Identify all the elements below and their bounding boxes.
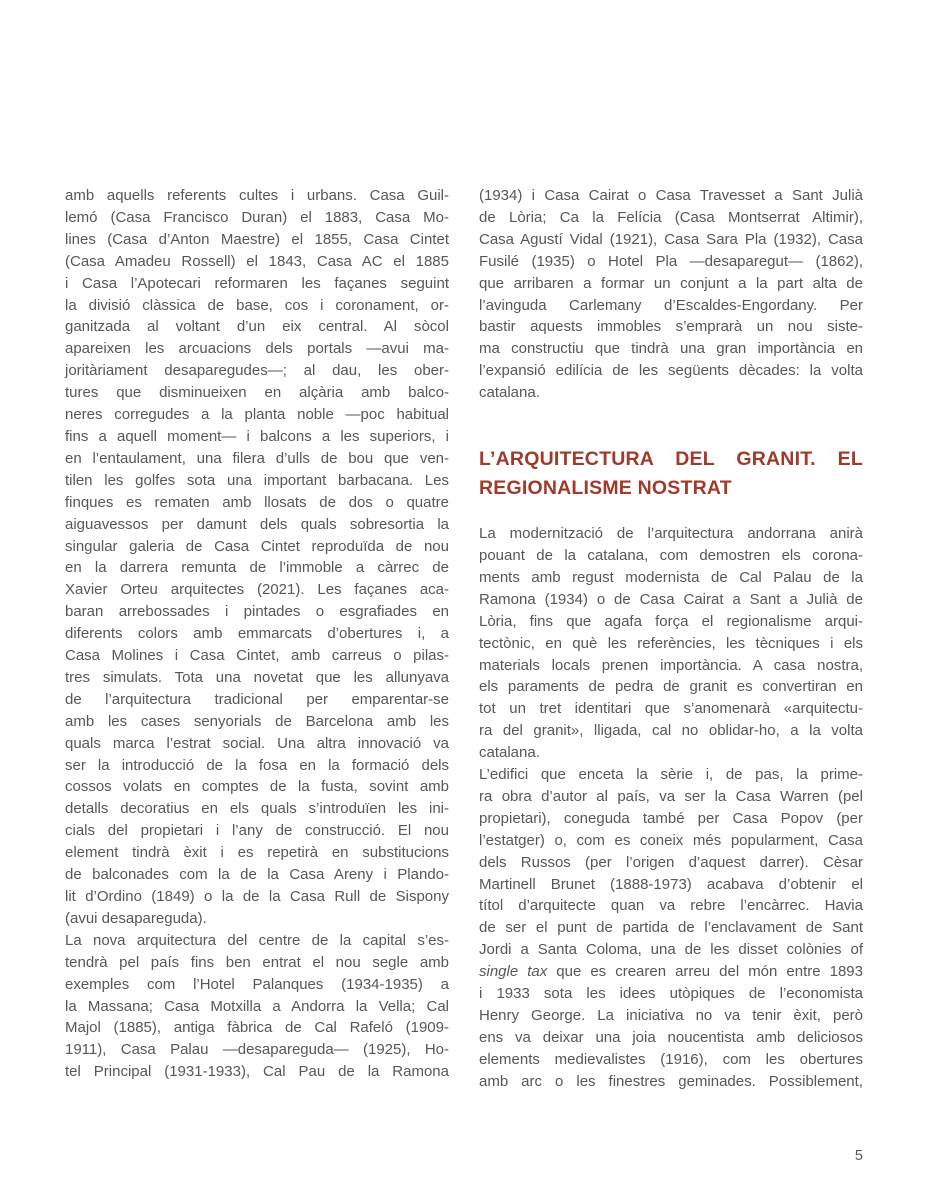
text-line: catalana. — [479, 744, 540, 762]
text-line: baran arrebossades i pintades o esgrafiades en — [65, 603, 449, 621]
text-line: amb arc o les finestres geminades. Possiblement, — [479, 1072, 863, 1090]
text-line: l’estatger) o, com es coneix més popularment, Casa — [479, 831, 863, 849]
text-line: Lòria, fins que agafa força el regionalisme arqui- — [479, 612, 863, 630]
text-line: single tax que es crearen arreu del món entre 1893 — [479, 963, 863, 981]
text-line: ma constructiu que tindrà una gran importància en — [479, 340, 863, 358]
page-number: 5 — [854, 1148, 863, 1164]
text-line: (1934) i Casa Cairat o Casa Travesset a Sant Julià — [479, 187, 863, 204]
text-line: de balconades com la de la Casa Areny i Plando- — [65, 866, 449, 884]
text-line: amb aquells referents cultes i urbans. Casa Guil- — [65, 187, 449, 204]
paragraph — [479, 185, 863, 404]
text-line: i 1933 sota les idees utòpiques de l’economista — [479, 985, 863, 1003]
text-line: aiguavessos per damunt dels quals sobresortia la — [65, 515, 449, 533]
text-line: Casa Agustí Vidal (1921), Casa Sara Pla (1932), Casa — [479, 230, 863, 248]
text-line: tilen les golfes sota una important barbacana. Les — [65, 471, 449, 489]
text-line: (Casa Amadeu Rossell) el 1843, Casa AC el 1885 — [65, 252, 449, 270]
text-line: apareixen les arcuacions dels portals —avui ma- — [65, 340, 449, 358]
text-line: Martinell Brunet (1888-1973) acabava d’obtenir el — [479, 875, 863, 893]
text-line: lines (Casa d’Anton Maestre) el 1855, Casa Cintet — [65, 230, 449, 248]
text-line: pouant de la catalana, com demostren els corona- — [479, 546, 863, 564]
heading-line: REGIONALISME NOSTRAT — [479, 477, 732, 500]
text-line: dels Russos (per l’origen d’aquest darrer). Cèsar — [479, 853, 863, 871]
text-line: tres simulats. Tota una novetat que les allunyava — [65, 668, 449, 686]
text-line: en l’entaulament, una filera d’ulls de bou que ven- — [65, 449, 449, 467]
text-line: tot un tret identitari que s’anomenarà «arquitectu- — [479, 700, 863, 718]
text-line: lemó (Casa Francisco Duran) el 1883, Casa Mo- — [65, 208, 449, 226]
text-line: Casa Molines i Casa Cintet, amb carreus o pilas- — [65, 647, 449, 665]
text-line: 1911), Casa Palau —desapareguda— (1925), Ho- — [65, 1041, 449, 1059]
text-line: la divisió clàssica de base, cos i coronament, or- — [65, 296, 449, 314]
text-line: l’avinguda Carlemany d’Escaldes-Engordany. Per — [479, 296, 863, 314]
text-line: ra del granit», lligada, cal no oblidar-ho, a la volta — [479, 722, 863, 740]
text-line: de l’arquitectura tradicional per emparentar-se — [65, 690, 449, 708]
text-line: tendrà pel país fins ben entrat el nou segle amb — [65, 953, 449, 971]
text-line: els paraments de pedra de granit es convertiran en — [479, 678, 863, 696]
text-line: bastir aquests immobles s’emprarà un nou siste- — [479, 318, 863, 336]
text-line: singular galeria de Casa Cintet reproduïda de nou — [65, 537, 449, 555]
paragraph — [479, 764, 863, 1093]
text-line: Xavier Orteu arquitectes (2021). Les façanes aca- — [65, 581, 449, 599]
text-line: ra obra d’autor al país, va ser la Casa Warren (pel — [479, 787, 863, 805]
text-line: lit d’Ordino (1849) o la de la Casa Rull de Sispony — [65, 888, 449, 905]
text-line: element tindrà èxit i es repetirà en substitucions — [65, 844, 449, 862]
text-line: neres corregudes a la planta noble —poc habitual — [65, 406, 449, 424]
text-line: finques es rematen amb llosats de dos o quatre — [65, 493, 449, 511]
text-line: Majol (1885), antiga fàbrica de Cal Rafeló (1909- — [65, 1019, 449, 1037]
text-line: cials del propietari i l’any de construcció. El nou — [65, 822, 449, 840]
left-column — [65, 185, 449, 1083]
text-line: títol d’arquitecte quan va rebre l’encàrrec. Havia — [479, 897, 863, 915]
text-line: materials locals prenen importància. A casa nostra, — [479, 656, 863, 674]
text-line: L’edifici que enceta la sèrie i, de pas, la prime- — [479, 766, 863, 784]
text-line: Ramona (1934) o de Casa Cairat a Sant a Julià de — [479, 590, 863, 608]
text-line: La modernització de l’arquitectura andorrana anirà — [479, 525, 863, 543]
right-column — [479, 185, 863, 1093]
text-line: propietari), coneguda també per Casa Popov (per — [479, 809, 863, 827]
text-line: elements medievalistes (1916), com les obertures — [479, 1050, 863, 1068]
heading-line: L’ARQUITECTURA DEL GRANIT. EL — [479, 448, 863, 471]
text-line: diferents colors amb emmarcats d’obertures i, a — [65, 625, 449, 643]
paragraph — [65, 185, 449, 930]
section-heading — [479, 445, 863, 503]
text-line: que arribaren a formar un conjunt a la part alta de — [479, 274, 863, 292]
text-line: Fusilé (1935) o Hotel Pla —desaparegut— (1862), — [479, 252, 863, 270]
text-line: ens va deixar una joia noucentista amb deliciosos — [479, 1028, 863, 1046]
text-line: exemples com l’Hotel Palanques (1934-1935) a — [65, 975, 449, 993]
text-line: Henry George. La iniciativa no va tenir èxit, però — [479, 1007, 863, 1024]
text-line: detalls decoratius en els quals s’introduïen les ini- — [65, 800, 449, 818]
text-line: ments amb regust modernista de Cal Palau de la — [479, 568, 863, 586]
text-line: de ser el punt de partida de l’enclavament de Sant — [479, 919, 863, 937]
text-line: tectònic, en què les referències, les tècniques i els — [479, 634, 863, 652]
text-line: La nova arquitectura del centre de la capital s’es- — [65, 931, 449, 949]
text-line: amb les cases senyorials de Barcelona amb les — [65, 712, 449, 730]
text-line: de Lòria; Ca la Felícia (Casa Montserrat Altimir), — [479, 208, 863, 226]
text-line: (avui desapareguda). — [65, 909, 207, 927]
text-line: quals marca l’estrat social. Una altra innovació va — [65, 734, 449, 752]
text-line: joritàriament desaparegudes—; al dau, les ober- — [65, 362, 449, 380]
text-line: ser la introducció de la fosa en la formació dels — [65, 756, 449, 774]
text-line: i Casa l’Apotecari reformaren les façanes seguint — [65, 274, 449, 292]
text-line: cossos volats en comptes de la fusta, sovint amb — [65, 778, 449, 796]
text-line: l’expansió edilícia de les següents dècades: la volta — [479, 362, 863, 380]
text-line: Jordi a Santa Coloma, una de les disset colònies of — [479, 941, 863, 959]
text-line: en la darrera remunta de l’immoble a càrrec de — [65, 559, 449, 577]
text-line: fins a aquell moment— i balcons a les superiors, i — [65, 427, 449, 445]
text-line: tel Principal (1931-1933), Cal Pau de la Ramona — [65, 1063, 449, 1081]
text-line: la Massana; Casa Motxilla a Andorra la Vella; Cal — [65, 997, 449, 1015]
text-line: ganitzada al voltant d’un eix central. Al sòcol — [65, 318, 449, 336]
paragraph — [65, 930, 449, 1083]
paragraph — [479, 523, 863, 764]
text-line: tures que disminueixen en alçària amb balco- — [65, 384, 449, 402]
text-line: catalana. — [479, 384, 540, 402]
